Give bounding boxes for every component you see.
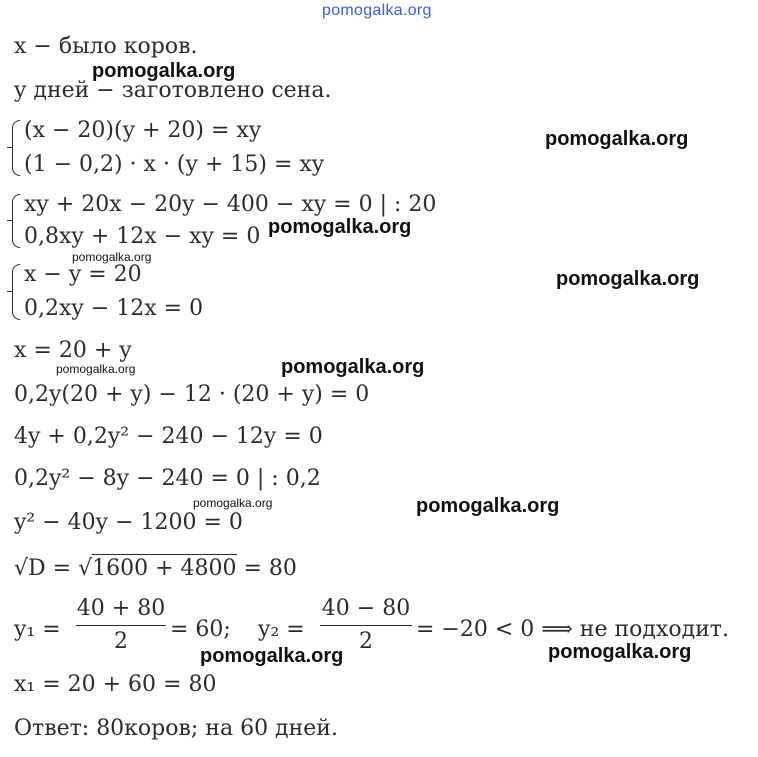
watermark: pomogalka.org <box>72 250 152 264</box>
root1-numerator: 40 + 80 <box>76 596 166 621</box>
root2-denominator: 2 <box>359 629 373 654</box>
watermark: pomogalka.org <box>416 495 560 517</box>
watermark: pomogalka.org <box>56 362 136 376</box>
watermark: pomogalka.org <box>556 268 700 290</box>
system3-eq1: x − y = 20 <box>24 262 142 287</box>
discriminant-line: √D = √1600 + 4800 = 80 <box>14 556 297 581</box>
system-brace <box>12 264 20 320</box>
system-brace <box>12 120 20 176</box>
watermark: pomogalka.org <box>200 645 344 667</box>
root2-numerator: 40 − 80 <box>321 596 411 621</box>
root1-fraction <box>76 596 166 655</box>
system1-eq1: (x − 20)(y + 20) = xy <box>24 118 262 143</box>
root1-lhs: y₁ = <box>14 617 61 642</box>
watermark: pomogalka.org <box>92 60 236 82</box>
quadratic-equation: y² − 40y − 1200 = 0 <box>14 510 243 535</box>
answer: Ответ: 80коров; на 60 дней. <box>14 716 338 741</box>
watermark: pomogalka.org <box>548 641 692 663</box>
watermark: pomogalka.org <box>193 496 273 510</box>
system2-eq2: 0,8xy + 12x − xy = 0 <box>24 224 261 249</box>
root2-lhs: y₂ = <box>258 617 305 642</box>
watermark: pomogalka.org <box>268 216 412 238</box>
equation-substituted: 0,2y(20 + y) − 12 · (20 + y) = 0 <box>14 382 370 407</box>
root2-fraction <box>320 596 412 655</box>
equation-simplified: 0,2y² − 8y − 240 = 0 | : 0,2 <box>14 466 321 491</box>
discriminant-result: = 80 <box>236 556 297 581</box>
definition-y: y дней − заготовлено сена. <box>14 78 332 103</box>
watermark: pomogalka.org <box>545 128 689 150</box>
discriminant-radicand: 1600 + 4800 <box>92 556 237 581</box>
watermark-top: pomogalka.org <box>322 2 432 19</box>
system2-eq1: xy + 20x − 20y − 400 − xy = 0 | : 20 <box>24 192 437 217</box>
root1-value: = 60; <box>170 617 231 642</box>
system3-eq2: 0,2xy − 12x = 0 <box>24 296 204 321</box>
system-brace <box>12 194 20 248</box>
equation-expanded: 4y + 0,2y² − 240 − 12y = 0 <box>14 424 323 449</box>
root2-value: = −20 < 0 ⟹ не подходит. <box>416 617 729 642</box>
watermark: pomogalka.org <box>281 356 425 378</box>
substitution-x: x = 20 + y <box>14 338 132 363</box>
system1-eq2: (1 − 0,2) · x · (y + 15) = xy <box>24 152 325 177</box>
root1-denominator: 2 <box>114 629 128 654</box>
x1-calculation: x₁ = 20 + 60 = 80 <box>14 672 217 697</box>
definition-x: x − было коров. <box>14 34 198 59</box>
discriminant-lhs: √D = <box>14 556 79 581</box>
